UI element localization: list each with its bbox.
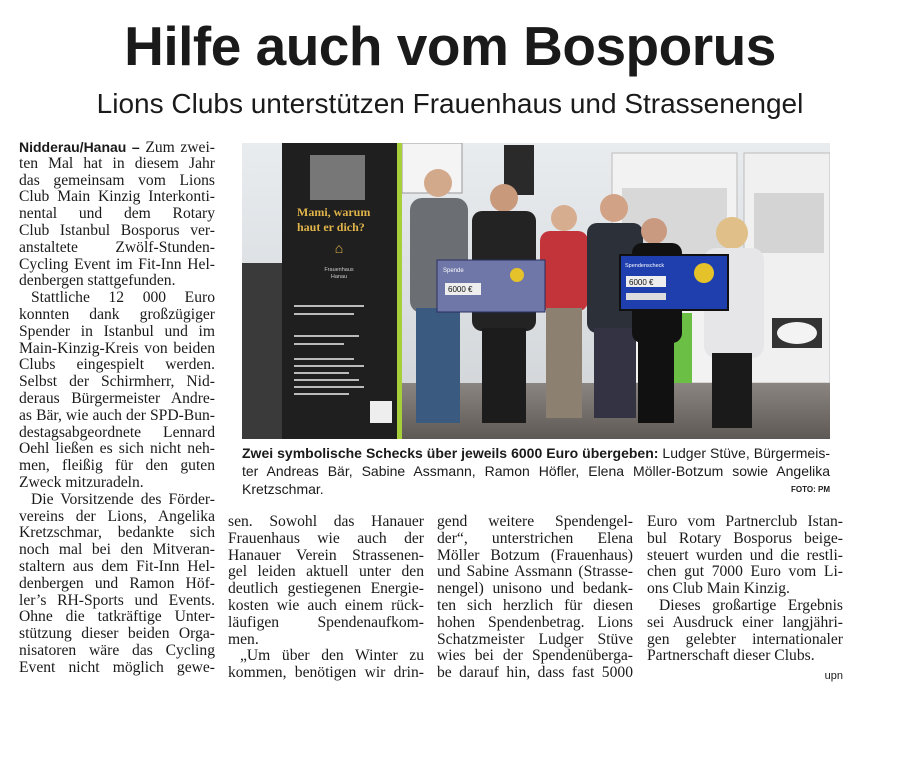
check-right-amount: 6000 € [629, 278, 654, 287]
article-text-line: Event nicht möglich gewe- [19, 658, 215, 676]
article-text-line: Zweck mitzuradeln. [19, 473, 144, 491]
article-text-line: Dieses großartige Ergebnis [659, 596, 843, 614]
article-text-line: gel leiden aktuell unter den [228, 563, 424, 581]
article-text-line: Club Istanbul Bosporus ver- [19, 221, 215, 239]
article-text-line: „Um über den Winter zu [240, 647, 424, 665]
article-text-line: vereins der Lions, Angelika [19, 507, 215, 525]
article-text-line: gen gelebter internationaler [647, 630, 843, 648]
article-text-line: hohen Spendenbetrag. Lions [437, 613, 633, 631]
article-text-line: sei Ausdruck einer langjähri- [647, 613, 843, 631]
article-text-line: ler’s RH-Sports und Events. [19, 591, 215, 609]
article-text-line: ons Club Main Kinzig. [647, 580, 790, 598]
article-text-line: nengel) unisono und bedank- [437, 580, 633, 598]
dateline: Nidderau/Hanau – [19, 139, 140, 155]
article-text-line: stützung dieser beiden Orga- [19, 625, 215, 643]
article-photo [242, 143, 830, 439]
article-text-line: staltern aus dem Fit-Inn Hel- [19, 557, 215, 575]
article-text-line: und Sabine Assmann (Strasse- [437, 563, 633, 581]
article-text-line: men. [228, 630, 259, 648]
article-text-line: kommen, benötigen wir drin- [228, 664, 424, 682]
article-text-line: Frauenhaus wie auch der [228, 529, 424, 547]
article-column-4 [647, 514, 843, 665]
article-text: Zum zwei- [139, 139, 215, 156]
article-column-1 [19, 139, 215, 677]
article-text-line: deutlich gestiegenen Energie- [228, 580, 424, 598]
article-text-line: Hanauer Verein Strassenen- [228, 546, 424, 564]
article-text-line: wies bei der Spendenüberga- [437, 647, 633, 665]
caption-text: ter Andreas Bär, Sabine Assmann, Ramon Höfler, Elena Möller-Botzum sowie Angelika [242, 463, 830, 479]
article-text-line: bul Rotary Bosporus beige- [647, 529, 843, 547]
article-text-line: das gemeinsam vom Lions [19, 171, 215, 189]
check-left-amount: 6000 € [448, 285, 473, 294]
article-text-line: konnten dank großzügiger [19, 305, 215, 323]
article-text-line: der“, unterstrichen Elena [437, 529, 633, 547]
banner-org-1: Frauenhaus [324, 267, 354, 273]
article-text-line: be darauf hin, dass fast 5000 [437, 664, 633, 682]
article-text-line: sen. Sowohl das Hanauer [228, 513, 424, 530]
article-column-3 [437, 514, 633, 682]
lions-logo-icon [694, 263, 714, 283]
caption-lead: Zwei symbolische Schecks über jeweils 6000 Euro übergeben: [242, 445, 659, 461]
article-text-line: deraus Bürgermeister Andre- [19, 389, 215, 407]
article-text-line: men, fleißig für den guten [19, 457, 215, 475]
article-text-line: Cycling Event im Fit-Inn Hel- [19, 255, 215, 273]
article-text-line: Die Vorsitzende des Förder- [31, 490, 215, 508]
banner-text-2: haut er dich? [297, 220, 365, 234]
banner-org-2: Hanau [330, 274, 348, 280]
check-right [620, 255, 728, 310]
article-column-2 [228, 514, 424, 682]
caption-text: Kretzschmar. [242, 481, 324, 497]
subheadline: Lions Clubs unterstützen Frauenhaus und Strassenengel [96, 88, 804, 119]
frauenhaus-logo-icon: ⌂ [334, 242, 344, 257]
article-text-line: Clubs eingespielt werden. [19, 356, 215, 374]
lions-logo-icon [510, 268, 524, 282]
article-text-line: denbergen und Ramon Höf- [19, 574, 215, 592]
article-text-line: as Bär, wie auch der SPD-Bun- [19, 406, 215, 424]
check-right-label: Spendenscheck [625, 263, 665, 269]
article-text-line: denbergen stattgefunden. [19, 272, 176, 290]
article-text-line: Club Main Kinzig Interkonti- [19, 188, 215, 206]
article-text-line: nisatoren wäre das Cycling [19, 641, 215, 659]
article-text-line: destagsabgeordnete Lennard [19, 423, 215, 441]
article-text-line: Spender in Istanbul und im [19, 322, 215, 340]
article-text-line: Ohne die tatkräftige Unter- [19, 608, 215, 626]
article-text-line: Main-Kinzig-Kreis von beiden [19, 339, 215, 357]
article-text-line: chen gut 7000 Euro vom Li- [647, 563, 843, 581]
photo-image [242, 143, 830, 439]
article-text-line: Kretzschmar, bedankte sich [19, 524, 215, 542]
caption-line [242, 480, 830, 498]
caption-line [242, 444, 830, 462]
article-text-line: Möller Botzum (Frauenhaus) [437, 546, 633, 564]
banner-text-1: Mami, warum [297, 205, 371, 219]
article-text-line: ten Mal hat in diesem Jahr [19, 154, 215, 172]
article-text-line: nental und dem Rotary [19, 205, 215, 223]
article-text-line: Oehl ließen es sich nicht neh- [19, 440, 215, 458]
author-initials: upn [824, 670, 843, 682]
article-text-line: Partnerschaft dieser Clubs. [647, 647, 815, 665]
qr-code-icon [370, 401, 392, 423]
article-text-line: ten sich herzlich für diesen [437, 596, 633, 614]
article-text-line: noch mal bei den Mitveran- [19, 541, 215, 559]
photo-caption [242, 444, 830, 498]
article-text-line: gend weitere Spendengel- [437, 513, 633, 530]
article-text-line [19, 139, 215, 156]
article-text-line: steuert wurden und die restli- [647, 546, 843, 564]
article-text-line: Selbst der Schirmherr, Nid- [19, 373, 215, 391]
article-text-line: läufigen Spendenaufkom- [228, 613, 424, 631]
check-left-label: Spende [443, 268, 464, 274]
article-text-line: kosten wie auch einem rück- [228, 596, 424, 614]
article-text-line: Euro vom Partnerclub Istan- [647, 513, 843, 530]
article-text-line: Schatzmeister Ludger Stüve [437, 630, 633, 648]
caption-line [242, 462, 830, 480]
photo-credit: FOTO: PM [791, 485, 830, 494]
headline: Hilfe auch vom Bosporus [124, 15, 776, 77]
article-text-line: anstaltete Zwölf-Stunden- [19, 238, 215, 256]
article-text-line: Stattliche 12 000 Euro [31, 289, 215, 307]
caption-text: Ludger Stüve, Bürgermeis- [658, 445, 830, 461]
check-left [437, 260, 545, 312]
